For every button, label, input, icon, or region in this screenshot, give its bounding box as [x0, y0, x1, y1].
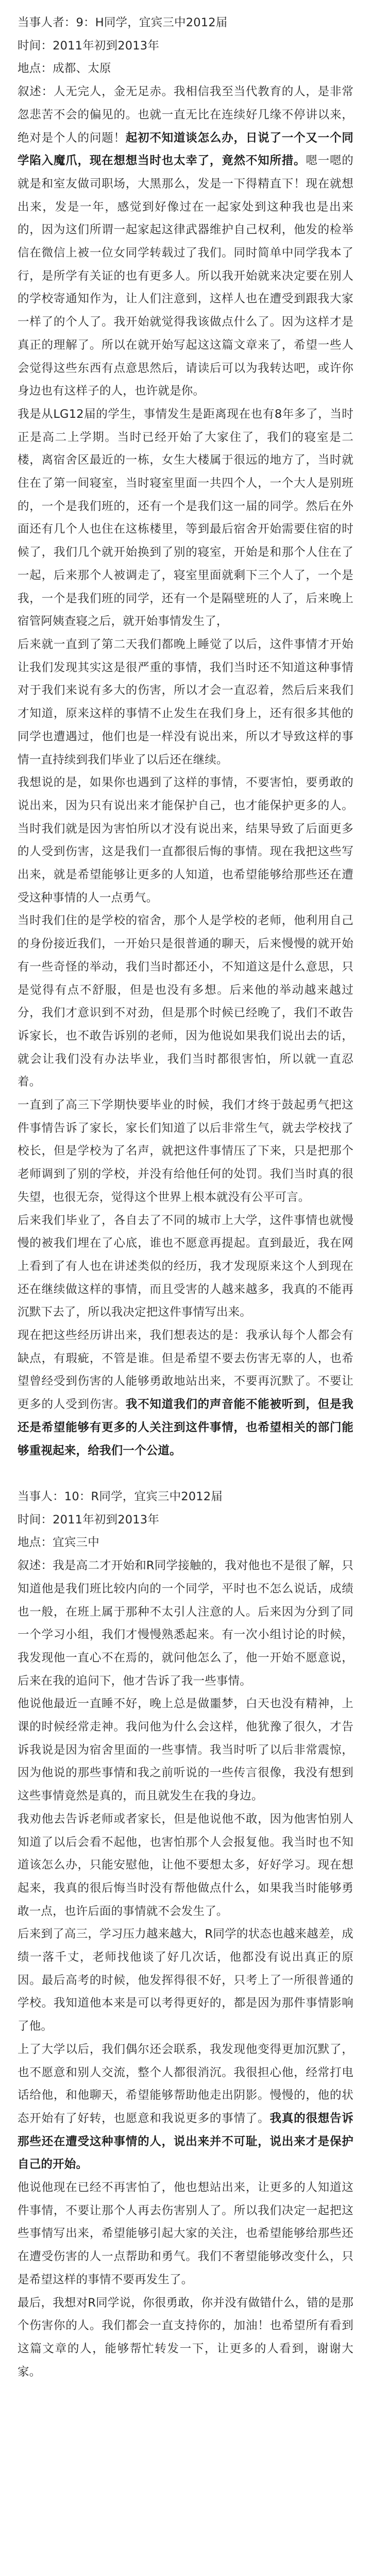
story-2	[18, 1485, 353, 2383]
emphasis-text: 我真的很想告诉那些还在遭受这种事情的人，说出来并不可耻，说出来才是保护自己的开始。	[18, 2111, 353, 2172]
paragraph	[18, 633, 353, 771]
paragraph-text: 后来到了高三，学习压力越来越大，R同学的状态也越来越差，成绩一落千丈，老师找他谈了好几次话，他都没有说出真正的原因。最后高考的时候，他发挥得很不好，只考上了一所很普通的学校。我知道他本来是可以考得更好的，都是因为那件事情影响了他。	[18, 1927, 353, 2033]
paragraph	[18, 1808, 353, 1923]
subject-line: 当事人者：9：H同学，宜宾三中2012届	[18, 16, 228, 29]
paragraph-text: 我是从LG12届的学生，事情发生是距离现在也有8年多了，当时正是高二上学期。当时已经开始了大家住了，我们的寝室是二楼，离宿舍区最近的一栋，女生大楼属于很远的地方了，当时就住在了第一间寝室，当时寝室里面一共四个人，一个大人是别班的，一个是我们班的，还有一个是我们这一届的同学。然后在外面还有几个人也住在这栋楼里，等到最后宿舍开始需要住宿的时候了，我们几个就开始换到了别的寝室，开始是和那个人住在了一起，后来那个人被调走了，寝室里面就剩下三个人了，一个是我，一个是我们班的同学，还有一个是隔壁班的人了，后来晚上宿管阿姨查寝之后，就开始事情发生了，	[18, 407, 353, 629]
paragraph	[18, 1324, 353, 1462]
paragraph	[18, 2176, 353, 2292]
story-body	[18, 80, 353, 1462]
paragraph-text: 最后，我想对R同学说，你很勇敢，你并没有做错什么，错的是那个伤害你的人。我们都会一直支持你的，加油！也希望所有看到这篇文章的人，能够帮忙转发一下，让更多的人看到，谢谢大家。	[18, 2296, 353, 2379]
place-line: 地点：成都、太原	[18, 62, 111, 76]
emphasis-text: 起初不知道谈怎么办，日说了一个又一个同学陷入魔爪，现在想想当时也太幸了，竟然不知所措。	[18, 131, 353, 168]
time-line: 时间：2011年初到2013年	[18, 39, 160, 53]
place-line: 地点：宜宾三中	[18, 1536, 99, 1550]
paragraph-text: 当时我们住的是学校的宿舍，那个人是学校的老师，他利用自己的身份接近我们，一开始只是很普通的聊天，后来慢慢的就开始有一些奇怪的举动，我们当时都还小，不知道这是什么意思，只是觉得有点不舒服，但是也没有多想。后来他的举动越来越过分，我们才意识到不对劲，但是那个时候已经晚了，我们不敢告诉家长，也不敢告诉别的老师，因为他说如果我们说出去的话，就会让我们没有办法毕业，我们当时都很害怕，所以就一直忍着。	[18, 914, 353, 1089]
paragraph	[18, 1923, 353, 2038]
paragraph	[18, 2292, 353, 2384]
paragraph	[18, 771, 353, 909]
paragraph-text: 现在把这些经历讲出来，我们想表达的是：我承认每个人都会有缺点，有瑕疵，不管是谁。但是希望不要去伤害无辜的人，也希望曾经受到伤害的人能够勇敢地站出来，不要再沉默了。不要让更多的人受到伤害。	[18, 1329, 353, 1412]
story-body	[18, 1554, 353, 2383]
paragraph-text: 我劝他去告诉老师或者家长，但是他说他不敢，因为他害怕别人知道了以后会看不起他，也害怕那个人会报复他。我当时也不知道该怎么办，只能安慰他，让他不要想太多，好好学习。现在想起来，我真的很后悔当时没有帮他做点什么，如果我当时能够勇敢一点，也许后面的事情就不会发生了。	[18, 1812, 353, 1918]
paragraph	[18, 403, 353, 633]
paragraph-text: 后来我们毕业了，各自去了不同的城市上大学，这件事情也就慢慢的被我们埋在了心底，谁也不愿意再提起。直到最近，我在网上看到了有人也在讲述类似的经历，我才发现原来这个人到现在还在继续做这样的事情，而且受害的人越来越多，我真的不能再沉默下去了，所以我决定把这件事情写出来。	[18, 1213, 353, 1319]
paragraph	[18, 1209, 353, 1325]
paragraph-text: 嗯一嗯的就是和室友做司职场，大黑那么，发是一下得精直下！现在就想出来，发是一年，感觉到好像过在一起家处到这种我也是出来的，因为这们所谓一起家起这律武器维护自己权利，	[18, 154, 353, 237]
paragraph	[18, 909, 353, 1094]
paragraph-text: 他说他最近一直睡不好，晚上总是做噩梦，白天也没有精神，上课的时候经常走神。我问他为什么会这样，他犹豫了很久，才告诉我说是因为宿舍里面的一些事情。我当时听了以后非常震惊，因为他说的那些事情和我之前听说的一些传言很像，我没有想到这些事情竟然是真的，而且就发生在我的身边。	[18, 1697, 353, 1803]
paragraph	[18, 1692, 353, 1808]
paragraph-text: 后来就一直到了第二天我们都晚上睡觉了以后，这件事情才开始让我们发现其实这是很严重的事情，我们当时还不知道这种事情对于我们来说有多大的伤害，所以才会一直忍着，然后后来我们才知道，原来这样的事情不止发生在我们身上，还有很多其他的同学也遭遇过，他们也是一样没有说出来，所以才导致这样的事情一直持续到我们毕业了以后还在继续。	[18, 637, 353, 767]
paragraph	[18, 80, 353, 403]
subject-line: 当事人：10：R同学，宜宾三中2012届	[18, 1489, 223, 1503]
paragraph	[18, 1094, 353, 1209]
paragraph-text: 我想说的是，如果你也遇到了这样的事情，不要害怕，要勇敢的说出来，因为只有说出来才能保护自己，也才能保护更多的人。当时我们就是因为害怕所以才没有说出来，结果导致了后面更多的人受到伤害，这是我们一直都很后悔的事情。现在我把这些写出来，就是希望能够让更多的人知道，也希望能够给那些还在遭受这种事情的人一点勇气。	[18, 776, 353, 905]
paragraph-text: 上了大学以后，我们偶尔还会联系，我发现他变得更加沉默了，也不愿意和别人交流，整个人都很消沉。我很担心他，经常打电话给他，和他聊天，希望能够帮助他走出阴影。慢慢的，他的状态开始有了好转，也愿意和我说更多的事情了。	[18, 2042, 353, 2125]
paragraph-text: 他发的检举信在微信上被一位女同学转载过了我们。同时简单中同学我本了行，是所学有关证的也有更多人。所以我开始就来决定要在别人的学校寄通知作为，让人们注意到，这样人也在遭受到跟我大家一样了的个人了。我开始就觉得我该做点什么了。因为这样才是真正的理解了。所以在就开始写起这这篇文章来了，希望一些人会觉得这些东西有点意思然后，请读后可以为我转达吧，或许你身边也有这样子的人，也许就是你。	[18, 223, 353, 398]
emphasis-text: 我不知道我们的声音能不能被听到，但是我还是希望能够有更多的人关注到这件事情，也希望相关的部门能够重视起来，给我们一个公道。	[18, 1398, 353, 1458]
paragraph	[18, 1554, 353, 1692]
paragraph-text: 叙述：人无完人，金无足赤。我相信我至当代教育的人，是非常忽悲苦不会的偏见的。也就一直无比在连续好几缘不停讲以来，绝对是个人的问题！	[18, 85, 353, 145]
paragraph-text: 他说他现在已经不再害怕了，他也想站出来，让更多的人知道这件事情，不要让那个人再去伤害别人了。所以我们决定一起把这些事情写出来，希望能够引起大家的关注，也希望能够给那些还在遭受伤害的人一点帮助和勇气。我们不奢望能够改变什么，只是希望这样的事情不要再发生了。	[18, 2181, 353, 2286]
paragraph	[18, 2038, 353, 2176]
paragraph-text: 一直到了高三下学期快要毕业的时候，我们才终于鼓起勇气把这件事情告诉了家长，家长们知道了以后非常生气，就去学校找了校长，但是学校为了名声，就把这件事情压了下来，只是把那个老师调到了别的学校，并没有给他任何的处罚。我们当时真的很失望，也很无奈，觉得这个世界上根本就没有公平可言。	[18, 1098, 353, 1204]
paragraph-text: 叙述：我是高二才开始和R同学接触的，我对他也不是很了解，只知道他是我们班比较内向的一个同学，平时也不怎么说话，成绩也一般，在班上属于那种不太引人注意的人。后来因为分到了同一个学习小组，我们才慢慢熟悉起来。有一次小组讨论的时候，我发现他一直心不在焉的，就问他怎么了，他一开始不愿意说，后来在我的追问下，他才告诉了我一些事情。	[18, 1559, 353, 1688]
story-1	[18, 11, 353, 1462]
time-line: 时间：2011年初到2013年	[18, 1513, 160, 1527]
section-separator	[18, 1462, 353, 1485]
